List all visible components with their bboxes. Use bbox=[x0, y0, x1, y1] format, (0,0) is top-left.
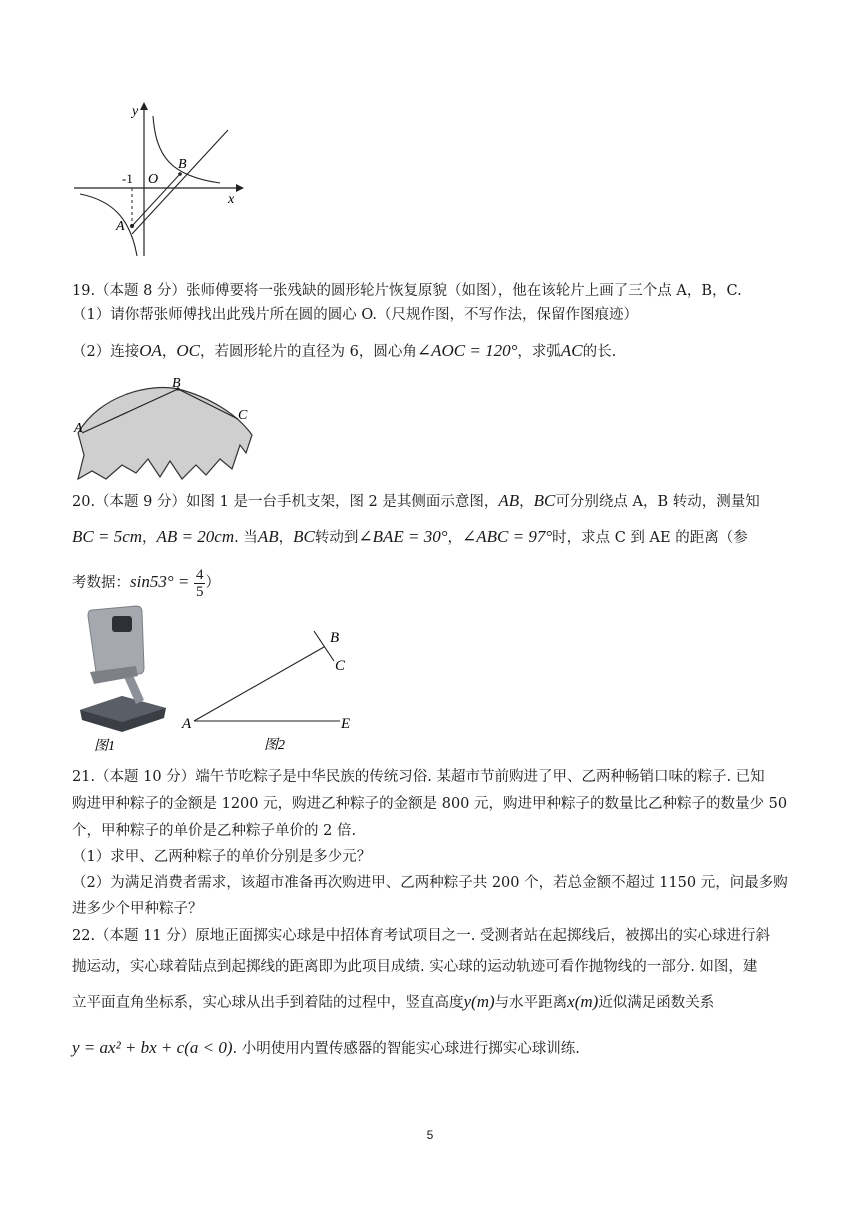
wheel-point-a: A bbox=[74, 421, 83, 436]
q21-line6: 进多少个甲种粽子？ bbox=[72, 901, 203, 917]
wheel-point-b: B bbox=[172, 376, 181, 391]
q20-line1: 20.（本题 9 分）如图 1 是一台手机支架，图 2 是其侧面示意图，AB，BC可分别绕点 A，B 转动，测量知 bbox=[72, 491, 760, 510]
fraction-four-fifths: $\frac{4}{5}$ bbox=[195, 566, 204, 600]
page-number: 5 bbox=[426, 1128, 434, 1142]
q19-line1: 19.（本题 8 分）张师傅要将一张残缺的圆形轮片恢复原貌（如图），他在该轮片上画了三个点 A，B，C. bbox=[72, 283, 742, 299]
q19-line2: （1）请你帮张师傅找出此残片所在圆的圆心 O.（尺规作图，不写作法，保留作图痕迹） bbox=[72, 307, 638, 323]
side-point-e: E bbox=[341, 716, 351, 732]
q22-line2: 抛运动，实心球着陆点到起掷线的距离即为此项目成绩. 实心球的运动轨迹可看作抛物线的一部分. 如图，建 bbox=[72, 959, 758, 975]
q19-line3: （2）连接OA，OC，若圆形轮片的直径为 6，圆心角∠AOC = 120°，求弧AC的长. bbox=[72, 341, 617, 360]
y-axis-label: y bbox=[132, 104, 139, 119]
q21-line3: 个，甲种粽子的单价是乙种粽子单价的 2 倍. bbox=[72, 823, 357, 839]
q22-line1: 22.（本题 11 分）原地正面掷实心球是中招体育考试项目之一. 受测者站在起掷线后，被掷出的实心球进行斜 bbox=[72, 928, 770, 944]
q22-line4: y = ax² + bx + c(a < 0). 小明使用内置传感器的智能实心球进行掷实心球训练. bbox=[72, 1038, 580, 1057]
phone-stand-figure bbox=[74, 604, 174, 764]
q21-line5: （2）为满足消费者需求，该超市准备再次购进甲、乙两种粽子共 200 个，若总金额不超过 1150 元，问最多购 bbox=[72, 875, 788, 891]
side-sketch-figure bbox=[180, 625, 360, 757]
point-a-label: A bbox=[116, 219, 125, 234]
side-point-b: B bbox=[330, 630, 340, 646]
x-axis-label: x bbox=[228, 192, 235, 207]
q20-line2: BC = 5cm，AB = 20cm. 当AB，BC转动到∠BAE = 30°，∠ABC = 97°时，求点 C 到 AE 的距离（参 bbox=[72, 527, 748, 546]
point-b-label: B bbox=[178, 157, 187, 172]
side-point-a: A bbox=[182, 716, 192, 732]
origin-label: O bbox=[148, 172, 159, 187]
broken-wheel-figure bbox=[70, 375, 260, 487]
q21-line1: 21.（本题 10 分）端午节吃粽子是中华民族的传统习俗. 某超市节前购进了甲、乙两种畅销口味的粽子. 已知 bbox=[72, 769, 765, 785]
q21-line2: 购进甲种粽子的金额是 1200 元，购进乙种粽子的金额是 800 元，购进甲种粽子的数量比乙种粽子的数量少 50 bbox=[72, 796, 788, 812]
q22-line3: 立平面直角坐标系，实心球从出手到着陆的过程中，竖直高度y(m)与水平距离x(m)近似满足函数关系 bbox=[72, 992, 715, 1011]
hyperbola-figure bbox=[70, 96, 245, 266]
fig2-caption: 图2 bbox=[264, 738, 285, 753]
wheel-point-c: C bbox=[238, 408, 248, 423]
neg-one-label: -1 bbox=[122, 171, 133, 186]
fig1-caption: 图1 bbox=[94, 739, 115, 754]
side-point-c: C bbox=[335, 658, 346, 674]
q20-line3: 考数据：sin53° = $\frac{4}{5}$ ） bbox=[72, 566, 220, 600]
q21-line4: （1）求甲、乙两种粽子的单价分别是多少元？ bbox=[72, 849, 372, 865]
